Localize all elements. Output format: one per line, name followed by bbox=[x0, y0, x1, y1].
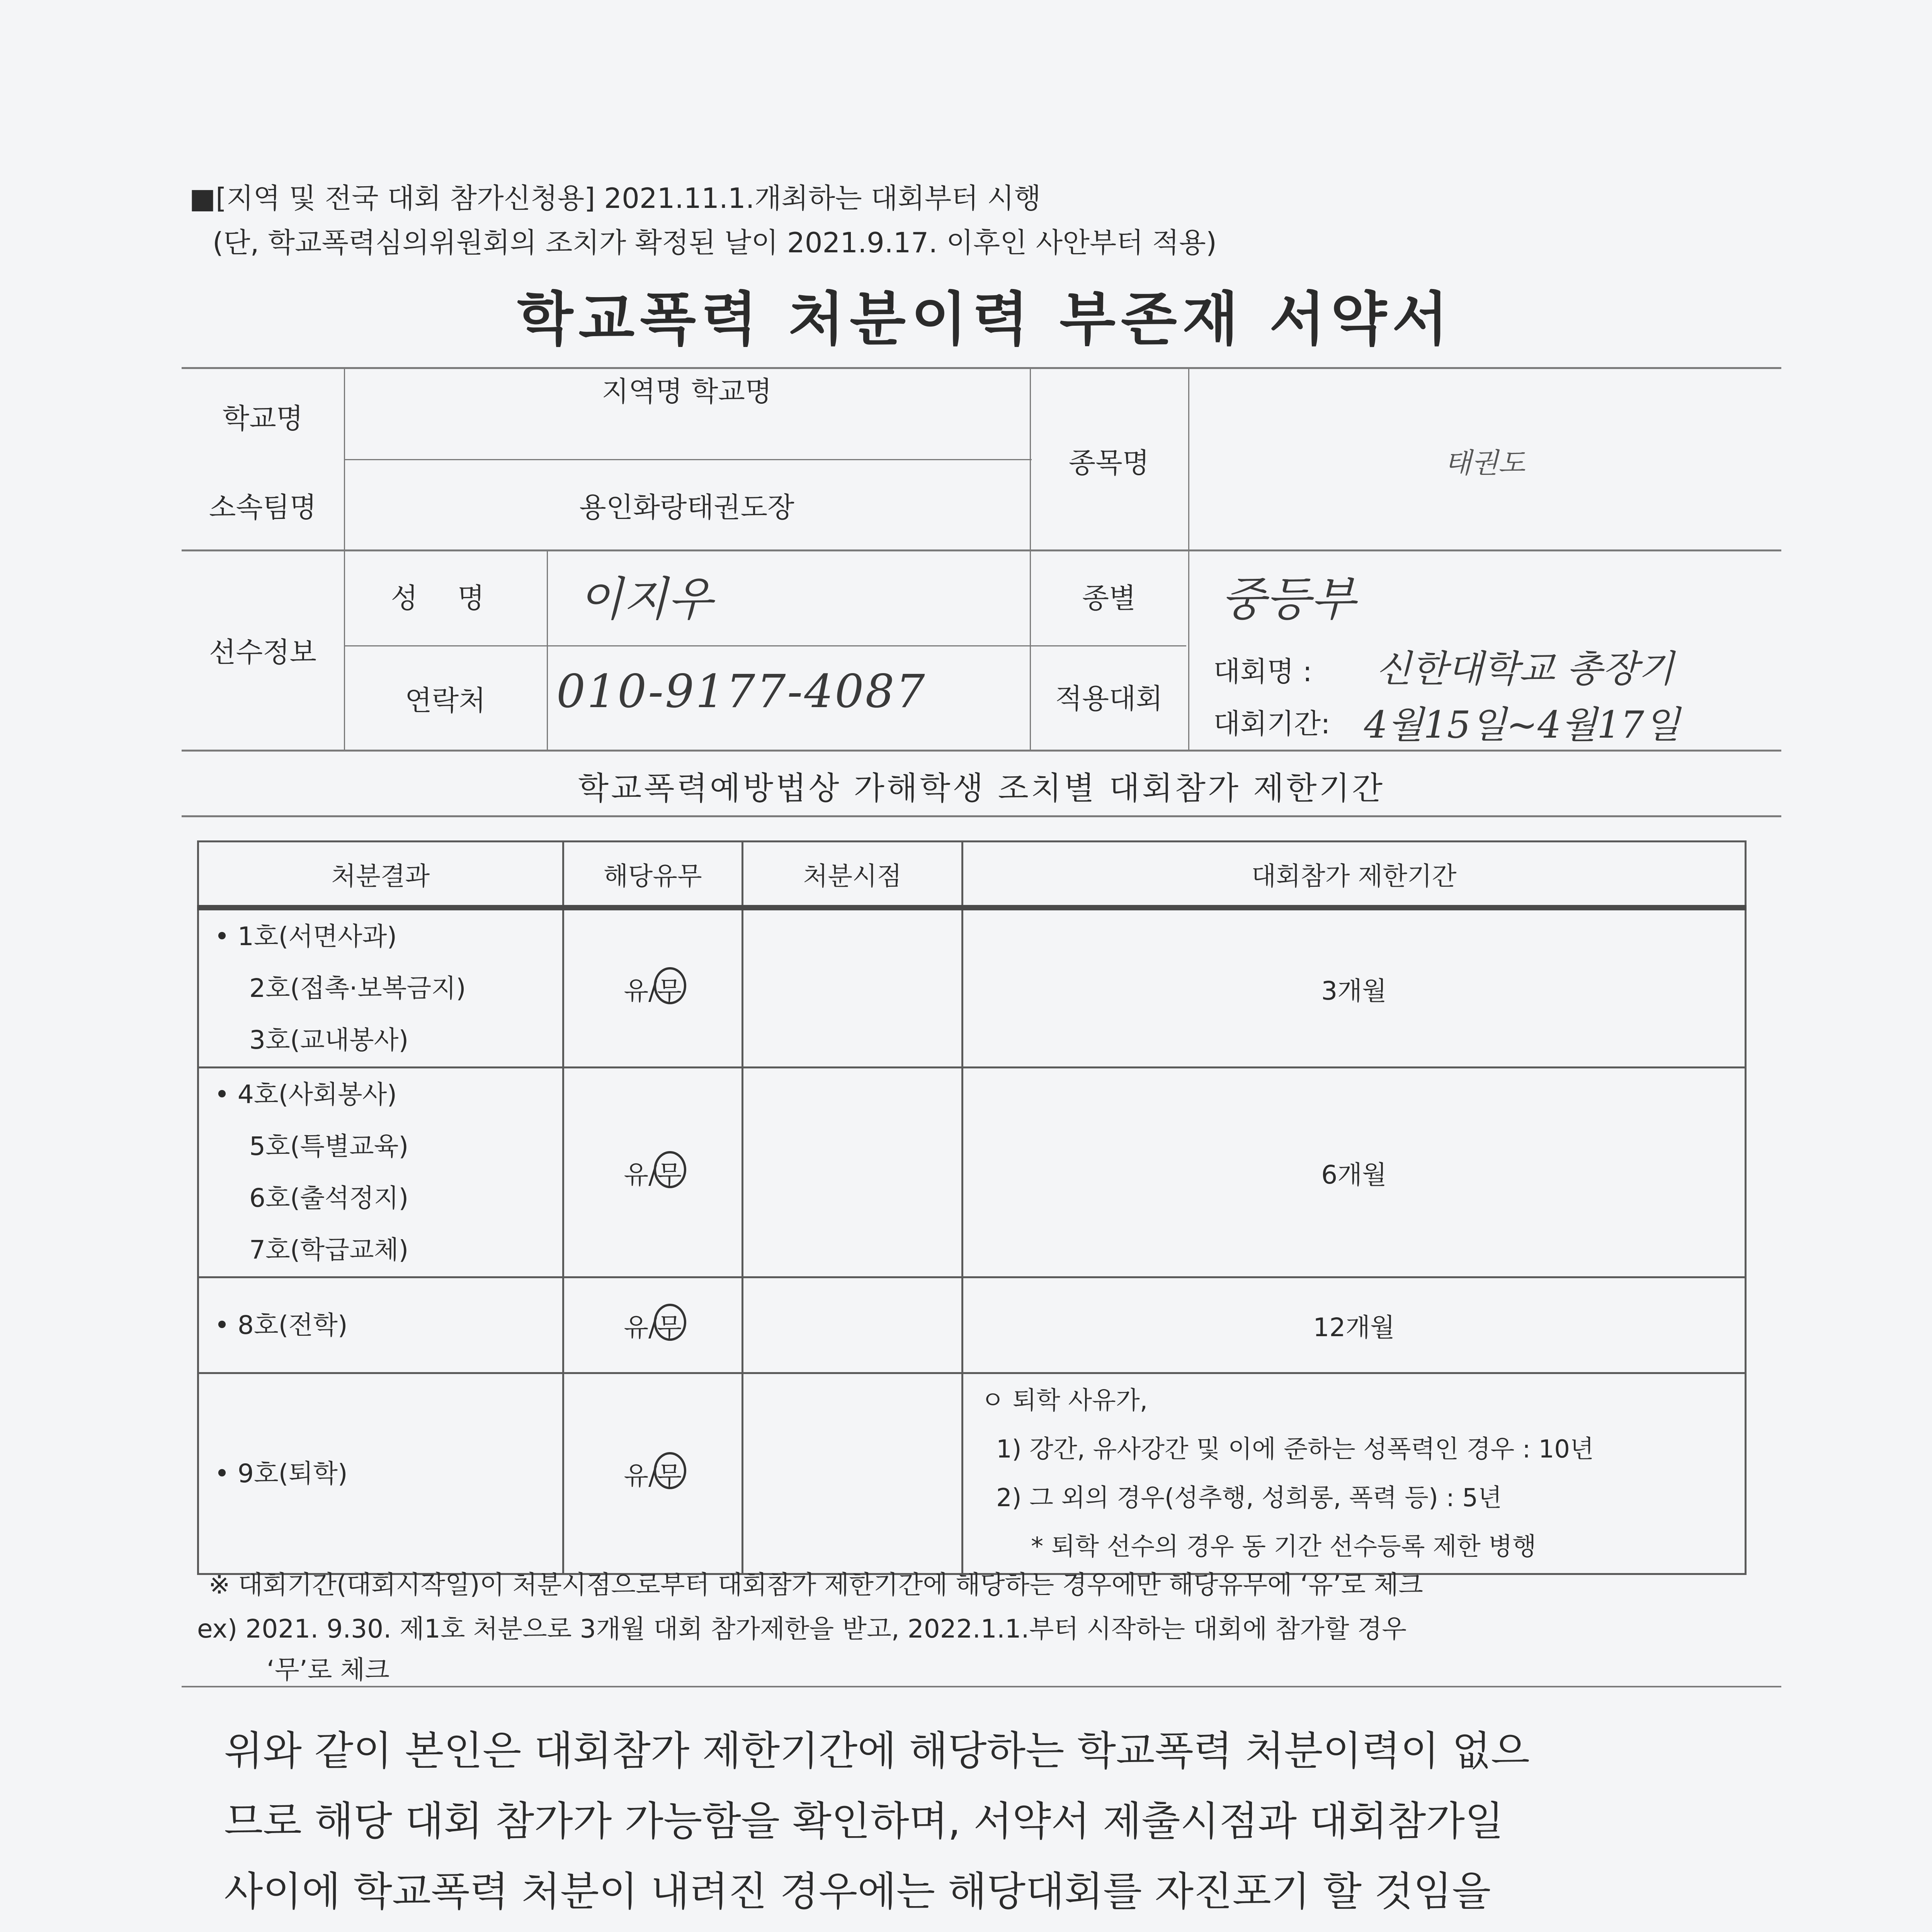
yn-mark-circled: 무 bbox=[657, 970, 682, 1007]
player-info-label: 선수정보 bbox=[209, 636, 317, 668]
yn-mark-circled: 무 bbox=[657, 1154, 682, 1191]
pledge-line: 사이에 학교폭력 처분이 내려진 경우에는 해당대회를 자진포기 할 것임을 bbox=[224, 1868, 1491, 1915]
table-row bbox=[198, 1277, 1746, 1373]
disposition-item: • 4호(사회봉사) bbox=[214, 1080, 397, 1109]
yn-mark-circled: 무 bbox=[657, 1307, 682, 1344]
disposition-list bbox=[198, 908, 563, 1068]
competition-name-value: 신한대학교 총장기 bbox=[1376, 647, 1674, 690]
period-cell bbox=[963, 1373, 1746, 1574]
disposition-list bbox=[198, 1277, 563, 1373]
yn-prefix: 유/ bbox=[624, 1461, 657, 1491]
disposition-item: 2호(접촉·보복금지) bbox=[249, 973, 466, 1003]
disposition-item: 7호(학급교체) bbox=[249, 1235, 409, 1265]
yn-prefix: 유/ bbox=[624, 976, 657, 1006]
disposition-list bbox=[198, 1068, 563, 1277]
team-label: 소속팀명 bbox=[209, 491, 317, 524]
team-value: 용인화랑태권도장 bbox=[579, 491, 794, 524]
table-row bbox=[198, 908, 1746, 1068]
period-line: ㅇ 퇴학 사유가, bbox=[981, 1386, 1148, 1415]
pledge-line bbox=[224, 1927, 1530, 1932]
period-line: * 퇴학 선수의 경우 동 기간 선수등록 제한 병행 bbox=[1031, 1532, 1536, 1561]
applicable-cell bbox=[563, 908, 742, 1068]
disposition-item: • 1호(서면사과) bbox=[214, 922, 397, 951]
applicable-cell bbox=[563, 1373, 742, 1574]
applicable-cell bbox=[563, 1068, 742, 1277]
category-value: 중등부 bbox=[1221, 573, 1355, 626]
table-header-row bbox=[198, 842, 1746, 908]
disposition-list bbox=[198, 1373, 563, 1574]
header-applicable: 해당유무 bbox=[563, 842, 742, 908]
period-cell: 12개월 bbox=[963, 1277, 1746, 1373]
disposition-item: • 8호(전학) bbox=[214, 1310, 348, 1340]
header-time: 처분시점 bbox=[742, 842, 962, 908]
applied-competition-label: 적용대회 bbox=[1055, 682, 1163, 715]
category-label: 종별 bbox=[1082, 582, 1136, 614]
table-row bbox=[198, 1068, 1746, 1277]
time-cell bbox=[742, 1068, 962, 1277]
pledge-paragraph bbox=[224, 1716, 1530, 1932]
note-1: ※ 대회기간(대회시작일)이 처분시점으로부터 대회참가 제한기간에 해당하는 경우에만 해당유무에 ‘유’로 체크 bbox=[209, 1570, 1423, 1600]
note-2: ex) 2021. 9.30. 제1호 처분으로 3개월 대회 참가제한을 받고, 2022.1.1.부터 시작하는 대회에 참가할 경우 bbox=[197, 1614, 1407, 1644]
competition-name-label: 대회명 : bbox=[1213, 655, 1312, 688]
page-title: 학교폭력 처분이력 부존재 서약서 bbox=[517, 286, 1454, 353]
section-title: 학교폭력예방법상 가해학생 조치별 대회참가 제한기간 bbox=[578, 770, 1385, 807]
note-3: ‘무’로 체크 bbox=[267, 1655, 389, 1685]
disposition-item: • 9호(퇴학) bbox=[214, 1458, 348, 1488]
disposition-item: 6호(출석정지) bbox=[249, 1183, 409, 1213]
contact-value: 010-9177-4087 bbox=[556, 665, 927, 718]
pledge-line: 므로 해당 대회 참가가 가능함을 확인하며, 서약서 제출시점과 대회참가일 bbox=[224, 1798, 1504, 1845]
yn-prefix: 유/ bbox=[624, 1313, 657, 1342]
event-label: 종목명 bbox=[1068, 447, 1150, 479]
notice-line-2: (단, 학교폭력심의위원회의 조치가 확정된 날이 2021.9.17. 이후인 사안부터 적용) bbox=[213, 226, 1217, 259]
header-result: 처분결과 bbox=[198, 842, 563, 908]
contact-label: 연락처 bbox=[405, 684, 486, 717]
name-value: 이지우 bbox=[578, 573, 713, 626]
time-cell bbox=[742, 1373, 962, 1574]
school-value: 지역명 학교명 bbox=[602, 375, 772, 408]
disposition-item: 3호(교내봉사) bbox=[249, 1025, 409, 1055]
restriction-table bbox=[197, 840, 1747, 1575]
table-row bbox=[198, 1373, 1746, 1574]
competition-period-label: 대회기간: bbox=[1213, 707, 1330, 740]
competition-period-value: 4월15일~4월17일 bbox=[1364, 703, 1680, 747]
time-cell bbox=[742, 908, 962, 1068]
school-label: 학교명 bbox=[222, 402, 303, 435]
yn-prefix: 유/ bbox=[624, 1160, 657, 1190]
period-line: 2) 그 외의 경우(성추행, 성희롱, 폭력 등) : 5년 bbox=[996, 1483, 1502, 1512]
yn-mark-circled: 무 bbox=[657, 1455, 682, 1492]
applicable-cell bbox=[563, 1277, 742, 1373]
period-line: 1) 강간, 유사강간 및 이에 준하는 성폭력인 경우 : 10년 bbox=[996, 1435, 1594, 1464]
period-cell: 6개월 bbox=[963, 1068, 1746, 1277]
pledge-line: 위와 같이 본인은 대회참가 제한기간에 해당하는 학교폭력 처분이력이 없으 bbox=[224, 1727, 1530, 1774]
period-cell: 3개월 bbox=[963, 908, 1746, 1068]
disposition-item: 5호(특별교육) bbox=[249, 1131, 409, 1161]
name-label: 성 명 bbox=[391, 582, 500, 614]
header-period: 대회참가 제한기간 bbox=[963, 842, 1746, 908]
time-cell bbox=[742, 1277, 962, 1373]
event-value: 태권도 bbox=[1444, 447, 1525, 479]
notice-line-1: ■[지역 및 전국 대회 참가신청용] 2021.11.1.개최하는 대회부터 시행 bbox=[189, 182, 1041, 214]
